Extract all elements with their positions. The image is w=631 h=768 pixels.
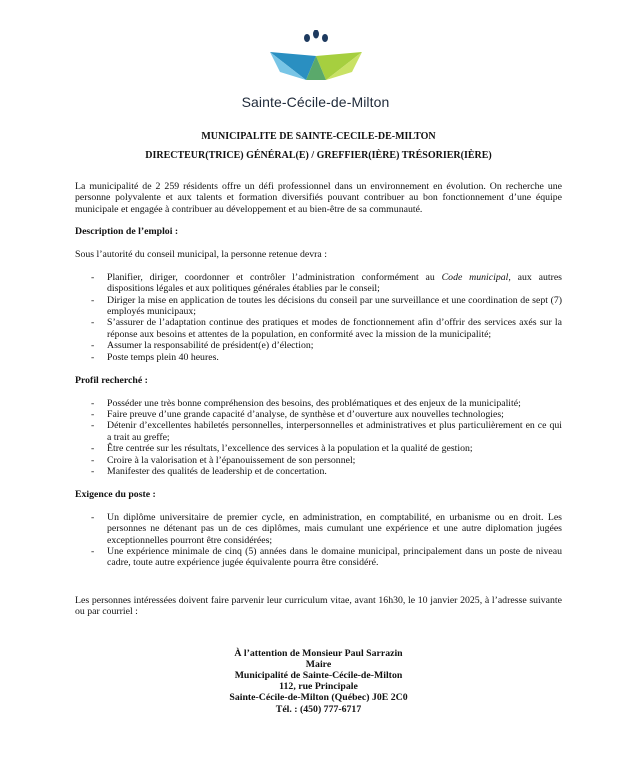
profil-item: - Faire preuve d’une grande capacité d’analyse, de synthèse et d’ouverture aux nouvelles technologies;: [75, 409, 562, 420]
logo-emblem-icon: [266, 30, 366, 80]
description-item: - S’assurer de l’adaptation continue des pratiques et modes de fonctionnement afin d’offrir des services axés sur la réponse aux besoins et attentes de la population, en conformité avec la mission de la municipalité;: [75, 317, 562, 340]
logo-dot-center: [313, 30, 319, 39]
description-item: - Planifier, diriger, coordonner et contrôler l’administration conformément au Code municipal, aux autres dispositions légales et aux politiques générales établies par le conseil;: [75, 272, 562, 295]
profil-list: [75, 398, 562, 478]
mailing-address: [75, 648, 562, 715]
profil-item: - Manifester des qualités de leadership et de concertation.: [75, 466, 562, 477]
address-role: Maire: [305, 658, 332, 670]
job-posting: [75, 131, 562, 715]
address-city: Sainte-Cécile-de-Milton (Québec) J0E 2C0: [229, 692, 408, 704]
address-street: 112, rue Principale: [279, 681, 358, 693]
description-list: [75, 272, 562, 363]
profil-item: - Détenir d’excellentes habiletés personnelles, interpersonnelles et administratives et plus particulièrement en ce qui a trait au greffe;: [75, 420, 562, 443]
logo-dot-left: [304, 34, 310, 42]
intro-paragraph: La municipalité de 2 259 résidents offre un défi professionnel dans un environnement en évolution. On recherche une personne polyvalente et aux talents et formation diversifiés pouvant contribuer au bon fonctionnement d’une équipe municipale et engagée à contribuer au développement et au bien-être de sa communauté.: [75, 180, 562, 215]
description-lead: Sous l’autorité du conseil municipal, la personne retenue devra :: [75, 249, 327, 261]
job-title-heading: DIRECTEUR(TRICE) GÉNÉRAL(E) / GREFFIER(IÈRE) TRÉSORIER(IÈRE): [145, 150, 492, 162]
address-organization: Municipalité de Sainte-Cécile-de-Milton: [234, 670, 403, 681]
description-heading: Description de l’emploi :: [75, 226, 179, 238]
closing-paragraph: Les personnes intéressées doivent faire parvenir leur curriculum vitae, avant 16h30, le 10 janvier 2025, à l’adresse suivante ou par courriel :: [75, 594, 562, 618]
exigence-item: - Un diplôme universitaire de premier cycle, en administration, en comptabilité, en urbanisme ou en droit. Les personnes ne détenant pas un de ces diplômes, mais cumulant une expérience et une autre diplomation jugées exceptionnelles pourront être considérées;: [75, 512, 562, 546]
profil-heading: Profil recherché :: [75, 375, 148, 387]
description-item: - Assumer la responsabilité de président(e) d’élection;: [75, 340, 562, 351]
logo-wordmark: Sainte-Cécile-de-Milton: [241, 94, 390, 110]
description-item: - Poste temps plein 40 heures.: [75, 352, 562, 363]
exigence-item: - Une expérience minimale de cinq (5) années dans le domaine municipal, principalement dans un poste de niveau cadre, toute autre expérience jugée équivalente pourra être considéré.: [75, 546, 562, 569]
profil-item: - Croire à la valorisation et à l’épanouissement de son personnel;: [75, 455, 562, 466]
organization-heading: MUNICIPALITE DE SAINTE-CECILE-DE-MILTON: [201, 131, 436, 142]
profil-item: - Être centrée sur les résultats, l’excellence des services à la population et la qualité de gestion;: [75, 443, 562, 454]
exigence-heading: Exigence du poste :: [75, 489, 156, 501]
address-phone: Tél. : (450) 777-6717: [275, 703, 362, 715]
description-item: - Diriger la mise en application de toutes les décisions du conseil par une surveillance et une coordination de sept (7) employés municipaux;: [75, 295, 562, 318]
address-attention: À l’attention de Monsieur Paul Sarrazin: [234, 647, 403, 659]
municipal-logo: [0, 30, 631, 110]
exigence-list: [75, 512, 562, 569]
profil-item: - Posséder une très bonne compréhension des besoins, des problématiques et des enjeux de la municipalité;: [75, 398, 562, 409]
logo-dot-right: [322, 34, 328, 42]
